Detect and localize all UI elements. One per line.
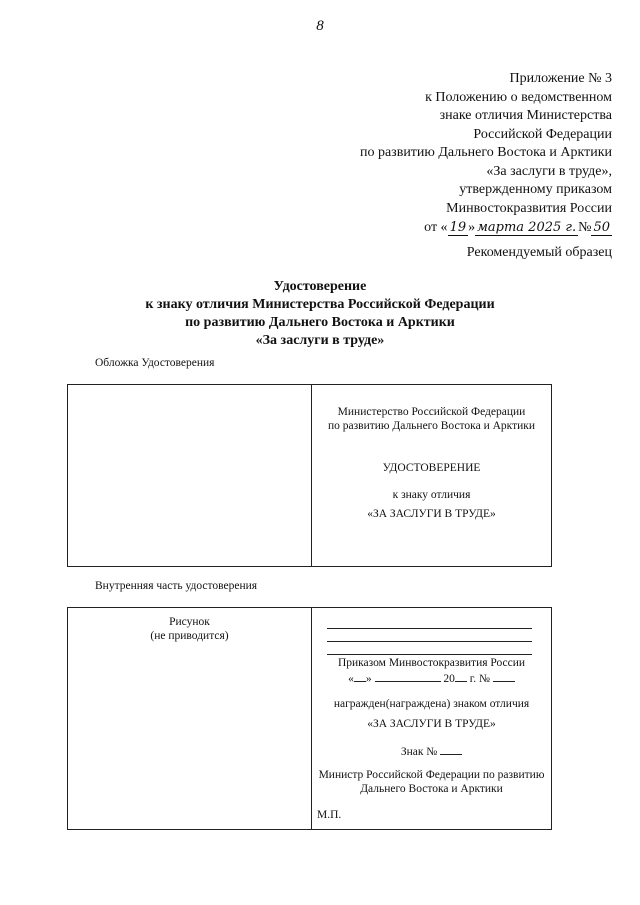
order-month-year: марта 2025 г. xyxy=(477,220,577,235)
order-day: 19 xyxy=(449,220,467,235)
appendix-line: «За заслуги в труде», xyxy=(486,163,612,179)
cover-award-name: «ЗА ЗАСЛУГИ В ТРУДЕ» xyxy=(367,508,496,520)
cover-subheading: к знаку отличия xyxy=(392,489,471,501)
appendix-line: утвержденному приказом xyxy=(459,182,612,197)
cover-heading: УДОСТОВЕРЕНИЕ xyxy=(382,462,481,474)
badge-number xyxy=(312,743,551,759)
order-number: 50 xyxy=(593,220,610,235)
cover-ministry-line: по развитию Дальнего Востока и Арктики xyxy=(327,420,536,432)
blank-line xyxy=(327,654,532,655)
appendix-block xyxy=(360,70,612,238)
seal-label: М.П. xyxy=(317,809,342,821)
title-line: Удостоверение xyxy=(273,279,367,294)
cover-box xyxy=(67,384,552,567)
order-number-blank xyxy=(493,670,515,682)
title-line: «За заслуги в труде» xyxy=(255,333,385,348)
appendix-line: по развитию Дальнего Востока и Арктики xyxy=(359,145,612,160)
order-no-label: № xyxy=(578,220,592,235)
inner-awarded-text: награжден(награждена) знаком отличия xyxy=(333,698,530,710)
minister-signature xyxy=(312,768,551,796)
picture-label: Рисунок xyxy=(169,616,210,628)
badge-number-blank xyxy=(440,743,462,755)
inner-award-name: «ЗА ЗАСЛУГИ В ТРУДЕ» xyxy=(367,718,496,730)
inner-order-line: Приказом Минвостокразвития России xyxy=(337,657,526,669)
title-line: по развитию Дальнего Востока и Арктики xyxy=(185,315,455,330)
date-open: « xyxy=(348,673,354,685)
order-prefix: от « xyxy=(424,220,448,235)
cover-ministry xyxy=(312,405,551,433)
inner-order-date xyxy=(312,670,551,686)
order-reference xyxy=(360,219,612,238)
blank-line xyxy=(327,628,532,629)
minister-line: Министр Российской Федерации по развитию xyxy=(318,769,545,781)
date-day-blank xyxy=(354,670,366,682)
picture-placeholder xyxy=(68,615,311,643)
recommended-sample: Рекомендуемый образец xyxy=(466,245,612,260)
cover-caption: Обложка Удостоверения xyxy=(95,357,215,369)
date-month-blank xyxy=(375,670,441,682)
title-line: к знаку отличия Министерства Российской Федерации xyxy=(145,297,495,312)
picture-note: (не приводится) xyxy=(150,630,229,642)
blank-line xyxy=(327,641,532,642)
appendix-line: Минвостокразвития России xyxy=(446,200,612,216)
appendix-line: Российской Федерации xyxy=(473,126,612,142)
minister-line: Дальнего Востока и Арктики xyxy=(360,783,503,795)
year-prefix: 20 xyxy=(443,673,455,685)
page-number: 8 xyxy=(316,18,324,34)
document-title xyxy=(0,278,640,350)
year-suffix: г. № xyxy=(469,673,490,685)
cover-ministry-line: Министерство Российской Федерации xyxy=(337,406,526,418)
appendix-line: к Положению о ведомственном xyxy=(425,89,612,105)
date-close: » xyxy=(365,673,372,685)
inner-caption: Внутренняя часть удостоверения xyxy=(95,580,258,592)
year-blank xyxy=(455,670,467,682)
order-mid: » xyxy=(468,220,476,235)
inner-box xyxy=(67,607,552,830)
badge-number-label: Знак № xyxy=(400,746,438,758)
appendix-line: Приложение № 3 xyxy=(509,71,612,86)
appendix-line: знаке отличия Министерства xyxy=(439,108,612,123)
